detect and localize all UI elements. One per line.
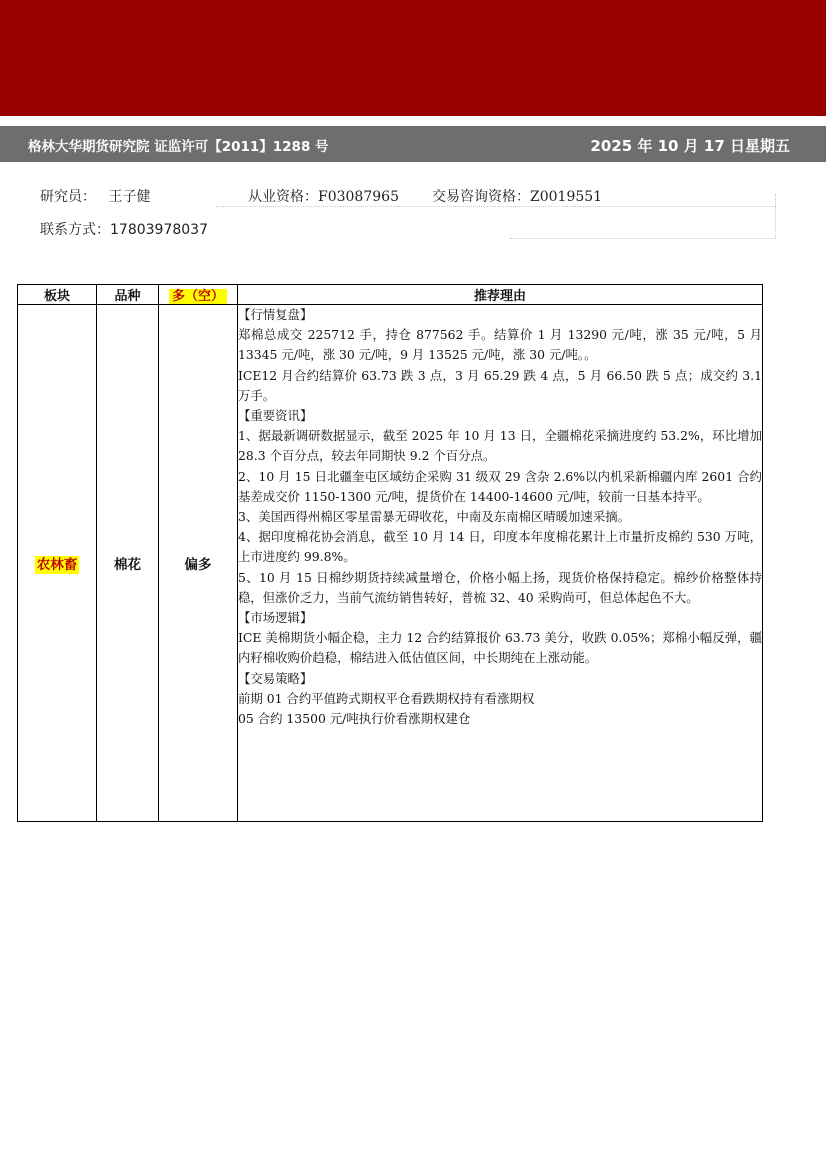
table-header-row	[18, 285, 763, 305]
section-heading: 【行情复盘】	[238, 307, 313, 322]
reason-paragraph: 2、10 月 15 日北疆奎屯区域纺企采购 31 级双 29 含杂 2.6%以内机采新棉疆内库 2601 合约基差成交价 1150-1300 元/吨，提货价在 14400-14600 元/吨，较前一日基本持平。	[238, 468, 762, 504]
researcher-label: 研究员：	[40, 189, 96, 205]
reason-paragraph: 3、美国西得州棉区零星雷暴无碍收花，中南及东南棉区晴暖加速采摘。	[238, 509, 630, 525]
reason-paragraph: 郑棉总成交 225712 手，持仓 877562 手。结算价 1 月 13290 元/吨，涨 35 元/吨，5 月 13345 元/吨，涨 30 元/吨，9 月 13525 元/吨，涨 30 元/吨。。	[238, 327, 762, 363]
top-banner	[0, 0, 826, 116]
researcher-name-row	[40, 186, 150, 206]
contact-row	[40, 219, 208, 239]
contact-label: 联系方式：	[40, 222, 110, 238]
reason-paragraph: 1、据最新调研数据显示，截至 2025 年 10 月 13 日，全疆棉花采摘进度约 53.2%，环比增加 28.3 个百分点，较去年同期快 9.2 个百分点。	[238, 428, 762, 464]
cell-reason	[238, 305, 763, 822]
header-direction	[159, 285, 238, 305]
reason-paragraph: 05 合约 13500 元/吨执行价看涨期权建仓	[238, 711, 471, 727]
dotted-rule	[216, 206, 776, 207]
direction-highlight: 多（空）	[169, 289, 227, 304]
header-sector: 板块	[18, 285, 97, 305]
cell-direction: 偏多	[159, 305, 238, 822]
researcher-name: 王子健	[108, 189, 151, 205]
contact-number: 17803978037	[110, 222, 208, 238]
consult-number: Z0019551	[530, 189, 603, 205]
cell-variety: 棉花	[97, 305, 159, 822]
header-bar	[0, 126, 826, 162]
reason-paragraph: ICE12 月合约结算价 63.73 跌 3 点，3 月 65.29 跌 4 点，5 月 66.50 跌 5 点；成交约 3.1 万手。	[238, 367, 762, 403]
qualification	[248, 186, 399, 206]
consult-qualification	[432, 186, 602, 206]
reason-paragraph: ICE 美棉期货小幅企稳，主力 12 合约结算报价 63.73 美分，收跌 0.05%；郑棉小幅反弹，疆内籽棉收购价趋稳，棉结进入低估值区间，中长期纯在上涨动能。	[238, 630, 762, 666]
reason-paragraph: 5、10 月 15 日棉纱期货持续减量增仓，价格小幅上扬，现货价格保持稳定。棉纱价格整体持稳，但涨价乏力，当前气流纺销售转好，普梳 32、40 采购尚可，但总体起色不大。	[238, 569, 762, 605]
cell-sector	[18, 305, 97, 822]
section-heading: 【市场逻辑】	[238, 610, 313, 626]
header-reason: 推荐理由	[238, 285, 763, 305]
dotted-rule	[510, 238, 776, 239]
reason-paragraph: 4、据印度棉花协会消息，截至 10 月 14 日，印度本年度棉花累计上市量折皮棉约 530 万吨，上市进度约 99.8%。	[238, 529, 762, 565]
section-heading: 【交易策略】	[238, 670, 313, 686]
recommendation-table	[17, 284, 763, 822]
reason-paragraph: 前期 01 合约平值跨式期权平仓看跌期权持有看涨期权	[238, 690, 535, 706]
qualification-label: 从业资格：	[248, 189, 318, 205]
table-row	[18, 305, 763, 822]
consult-label: 交易咨询资格：	[432, 189, 530, 205]
sector-highlight: 农林畜	[36, 557, 78, 573]
header-variety: 品种	[97, 285, 159, 305]
org-license: 格林大华期货研究院 证监许可【2011】1288 号	[28, 139, 329, 155]
dotted-rule	[775, 194, 776, 238]
report-date: 2025 年 10 月 17 日星期五	[590, 137, 790, 155]
section-heading: 【重要资讯】	[238, 408, 313, 424]
qualification-number: F03087965	[318, 189, 399, 205]
